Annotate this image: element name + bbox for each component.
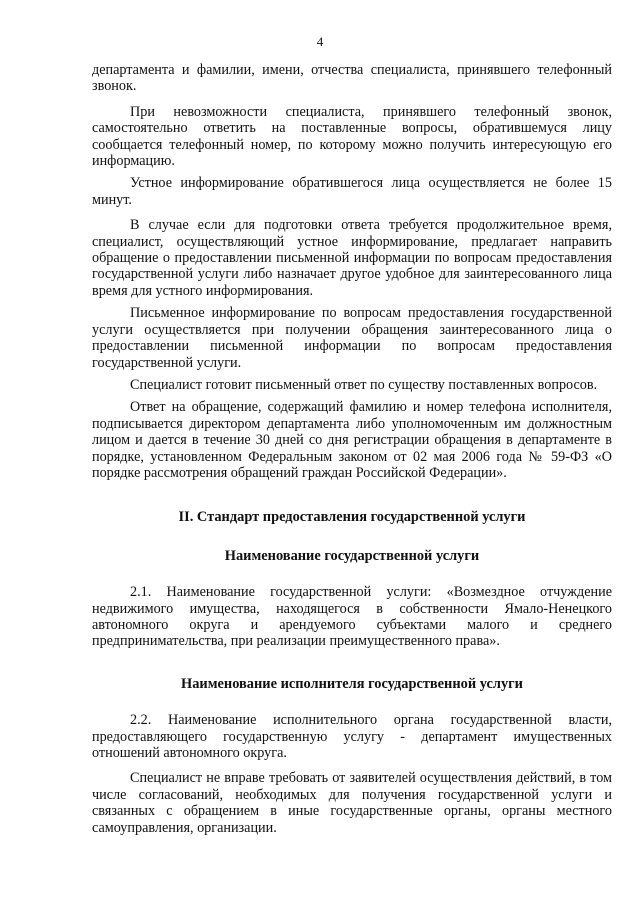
document-body: [92, 62, 612, 836]
paragraph-service-name: 2.1. Наименование государственной услуги: «Возмездное отчуждение недвижимого имущества, находящегося в собственности Ямало-Ненецкого автономного округа и арендуемого субъектами малого и среднего предпринимательства, при реализации преимущественного права».: [92, 584, 612, 650]
paragraph-oral-duration: Устное информирование обратившегося лица осуществляется не более 15 минут.: [92, 175, 612, 208]
paragraph-executor-name: 2.2. Наименование исполнительного органа государственной власти, предоставляющего государственную услугу - департамент имущественных отношений автономного округа.: [92, 712, 612, 761]
paragraph-continuation: департамента и фамилии, имени, отчества специалиста, принявшего телефонный звонок.: [92, 62, 612, 95]
paragraph-unable-to-answer: При невозможности специалиста, принявшего телефонный звонок, самостоятельно ответить на поставленные вопросы, обратившемуся лицу сообщается телефонный номер, по которому можно получить интересующую его информацию.: [92, 103, 612, 170]
paragraph-written-informing: Письменное информирование по вопросам предоставления государственной услуги осуществляется при получении обращения заинтересованного лица о предоставлении письменной информации по вопросам предоставления государственной услуги.: [92, 305, 612, 371]
paragraph-long-preparation: В случае если для подготовки ответа требуется продолжительное время, специалист, осуществляющий устное информирование, предлагает направить обращение о предоставлении письменной информации по вопросам предоставления государственной услуги либо назначает другое удобное для заинтересованного лица время для устного информирования.: [92, 217, 612, 299]
subsection-title-service-name: Наименование государственной услуги: [224, 547, 480, 564]
paragraph-answer-signing: Ответ на обращение, содержащий фамилию и номер телефона исполнителя, подписывается директором департамента либо уполномоченным им должностным лицом и дается в течение 30 дней со дня регистрации обращения в департаменте в порядке, установленном Федеральным законом от 02 мая 2006 года № 59-ФЗ «О порядке рассмотрения обращений граждан Российской Федерации».: [92, 399, 612, 481]
section-title: II. Стандарт предоставления государственной услуги: [178, 509, 526, 526]
paragraph-no-extra-requirements: Специалист не вправе требовать от заявителей осуществления действий, в том числе согласований, необходимых для получения государственной услуги и связанных с обращением в иные государственные органы, органы местного самоуправления, организации.: [92, 770, 612, 836]
paragraph-written-answer: Специалист готовит письменный ответ по существу поставленных вопросов.: [130, 376, 598, 393]
page-number: 4: [316, 34, 324, 49]
subsection-title-executor-name: Наименование исполнителя государственной услуги: [181, 675, 523, 692]
